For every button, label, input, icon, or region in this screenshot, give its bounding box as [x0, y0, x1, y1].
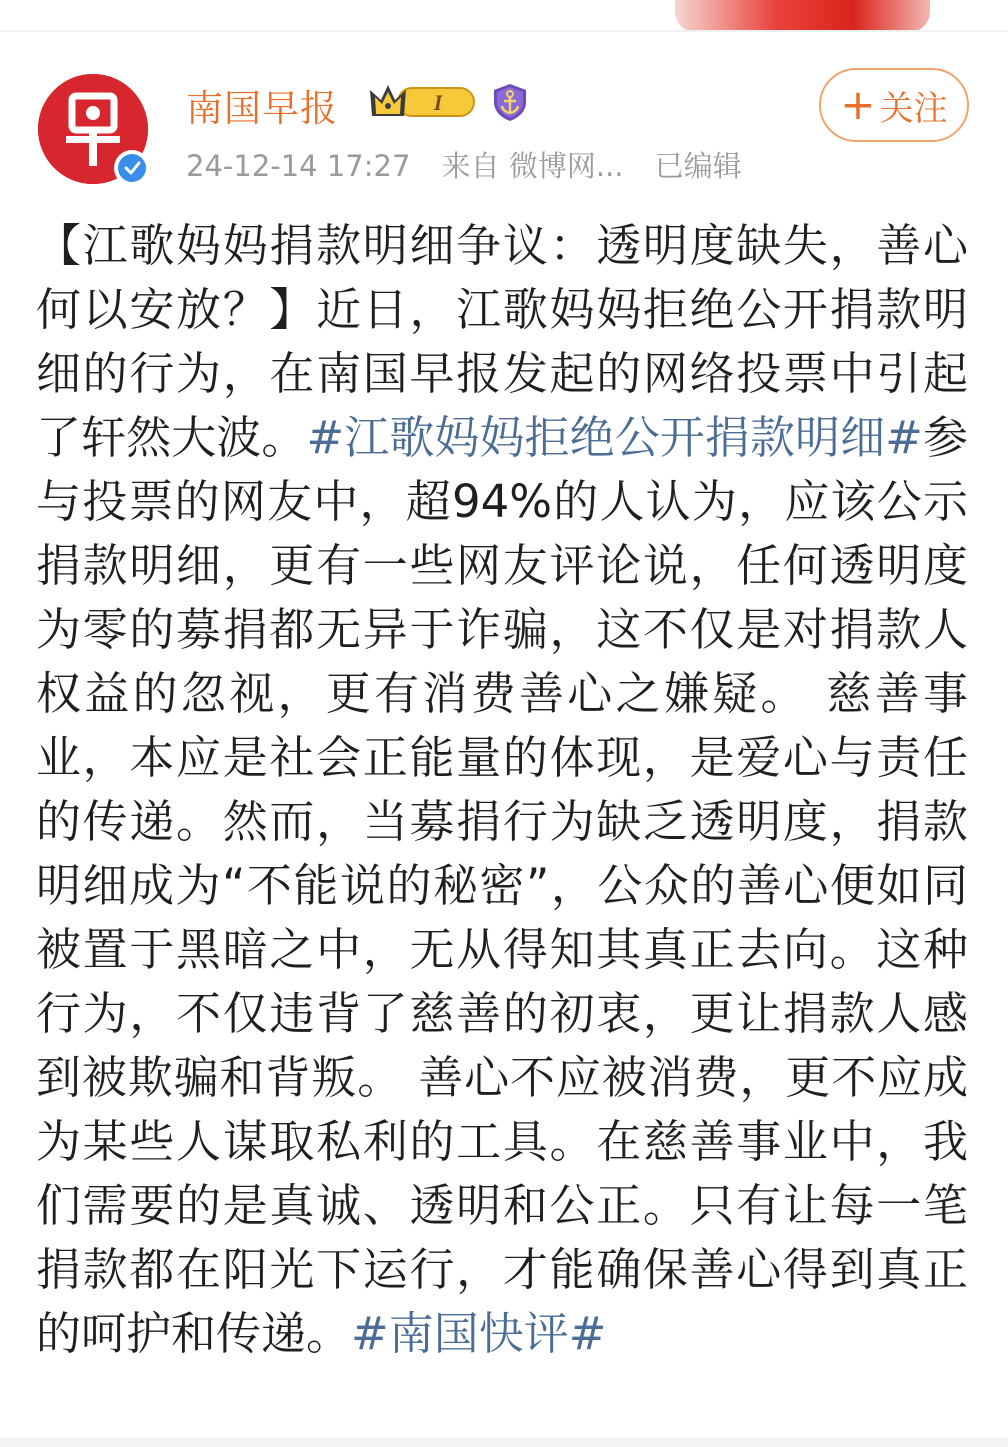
topic-link[interactable]: #南国快评# [351, 1307, 607, 1360]
post-timestamp: 24-12-14 17:27 [186, 149, 411, 183]
anchor-badge-icon[interactable] [490, 82, 530, 126]
post-text: 【江歌妈妈捐款明细争议：透明度缺失，善心何以安放？】近日，江歌妈妈拒绝公开捐款明细的行为，在南国早报发起的网络投票中引起了轩然大波。 [36, 219, 968, 464]
verified-icon [114, 150, 150, 186]
post-content [36, 214, 968, 1366]
top-banner-image [675, 0, 930, 32]
post-source[interactable]: 来自 微博网... [441, 149, 624, 183]
edited-label[interactable]: 已编辑 [654, 149, 742, 183]
follow-label: 关注 [879, 88, 948, 129]
post-meta [186, 144, 764, 185]
plus-icon: + [840, 80, 876, 129]
crown-badge-text: I [433, 90, 443, 115]
member-crown-icon[interactable] [368, 82, 478, 126]
username[interactable]: 南国早报 [186, 87, 338, 130]
topic-link[interactable]: #江歌妈妈拒绝公开捐款明细# [306, 411, 923, 464]
bottom-bar [0, 1437, 1008, 1447]
divider [0, 30, 1008, 32]
avatar[interactable] [38, 74, 148, 184]
post-text: 参与投票的网友中，超94%的人认为，应该公示捐款明细，更有一些网友评论说，任何透明度为零的募捐都无异于诈骗，这不仅是对捐款人权益的忽视，更有消费善心之嫌疑。 慈善事业，本应是社会正能量的体现，是爱心与责任的传递。然而，当募捐行为缺乏透明度，捐款明细成为“不能说的秘密”，公众的善心便如同被置于黑暗之中，无从得知其真正去向。这种行为，不仅违背了慈善的初衷，更让捐款人感到被欺骗和背叛。 善心不应被消费，更不应成为某些人谋取私利的工具。在慈善事业中，我们需要的是真诚、透明和公正。只有让每一笔捐款都在阳光下运行，才能确保善心得到真正的呵护和传递。 [36, 411, 968, 1360]
follow-button[interactable] [819, 68, 969, 142]
